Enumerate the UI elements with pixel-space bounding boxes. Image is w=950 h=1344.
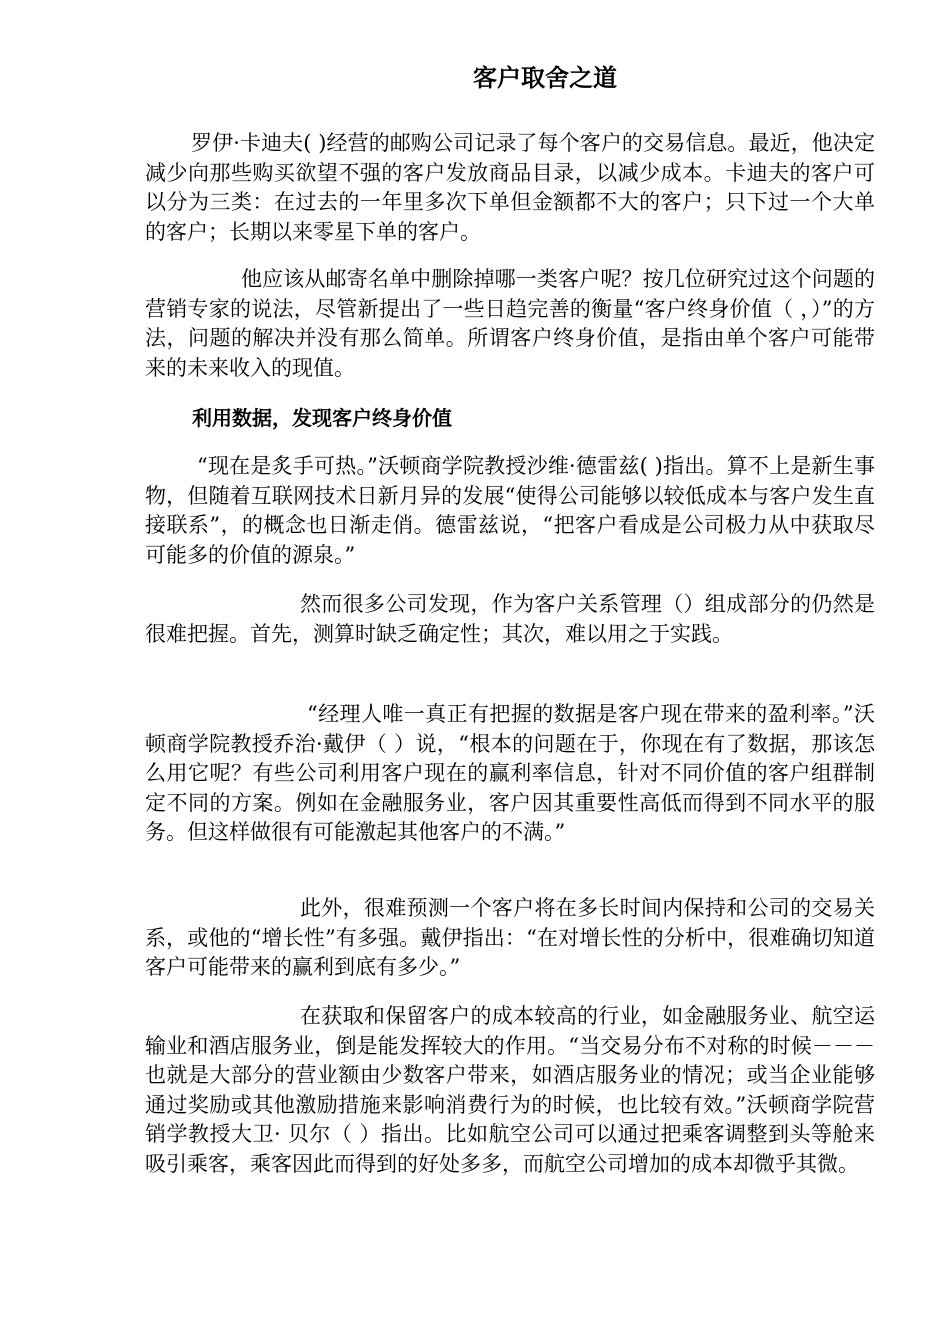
document-title: 客户取舍之道 [473,64,617,92]
paragraph-4: 然而很多公司发现，作为客户关系管理（）组成部分的仍然是很难把握。首先，测算时缺乏确定性；其次，难以用之于实践。 [145,592,875,646]
paragraph-2: 他应该从邮寄名单中删除掉哪一类客户呢？按几位研究过这个问题的营销专家的说法，尽管新提出了一些日趋完善的衡量“客户终身价值（ ，）”的方法，问题的解决并没有那么简单。所谓客户终身价值，是指由单个客户可能带来的未来收入的现值。 [145,267,875,380]
section-heading: 利用数据，发现客户终身价值 [192,406,452,430]
paragraph-1: 罗伊·卡迪夫( )经营的邮购公司记录了每个客户的交易信息。最近，他决定减少向那些购买欲望不强的客户发放商品目录，以减少成本。卡迪夫的客户可以分为三类：在过去的一年里多次下单但金额都不大的客户；只下过一个大单的客户；长期以来零星下单的客户。 [145,131,875,244]
paragraph-5: “经理人唯一真正有把握的数据是客户现在带来的盈利率。”沃顿商学院教授乔治·戴伊（ ）说，“根本的问题在于，你现在有了数据，那该怎么用它呢？有些公司利用客户现在的赢利率信息，针对不同价值的客户组群制定不同的方案。例如在金融服务业，客户因其重要性高低而得到不同水平的服务。但这样做很有可能激起其他客户的不满。” [145,702,875,844]
paragraph-7: 在获取和保留客户的成本较高的行业，如金融服务业、航空运输业和酒店服务业，倒是能发挥较大的作用。“当交易分布不对称的时候－－－也就是大部分的营业额由少数客户带来，如酒店服务业的情况；或当企业能够通过奖励或其他激励措施来影响消费行为的时候，也比较有效。”沃顿商学院营销学教授大卫· 贝尔（ ）指出。比如航空公司可以通过把乘客调整到头等舱来吸引乘客，乘客因此而得到的好处多多，而航空公司增加的成本却微乎其微。 [145,1004,875,1176]
paragraph-6: 此外，很难预测一个客户将在多长时间内保持和公司的交易关系，或他的“增长性”有多强。戴伊指出：“在对增长性的分析中，很难确切知道客户可能带来的赢利到底有多少。” [145,896,875,979]
paragraph-3: “现在是炙手可热。”沃顿商学院教授沙维·德雷兹( )指出。算不上是新生事物，但随着互联网技术日新月异的发展“使得公司能够以较低成本与客户发生直接联系”，的概念也日渐走俏。德雷兹说，“把客户看成是公司极力从中获取尽可能多的价值的源泉。” [145,454,875,567]
